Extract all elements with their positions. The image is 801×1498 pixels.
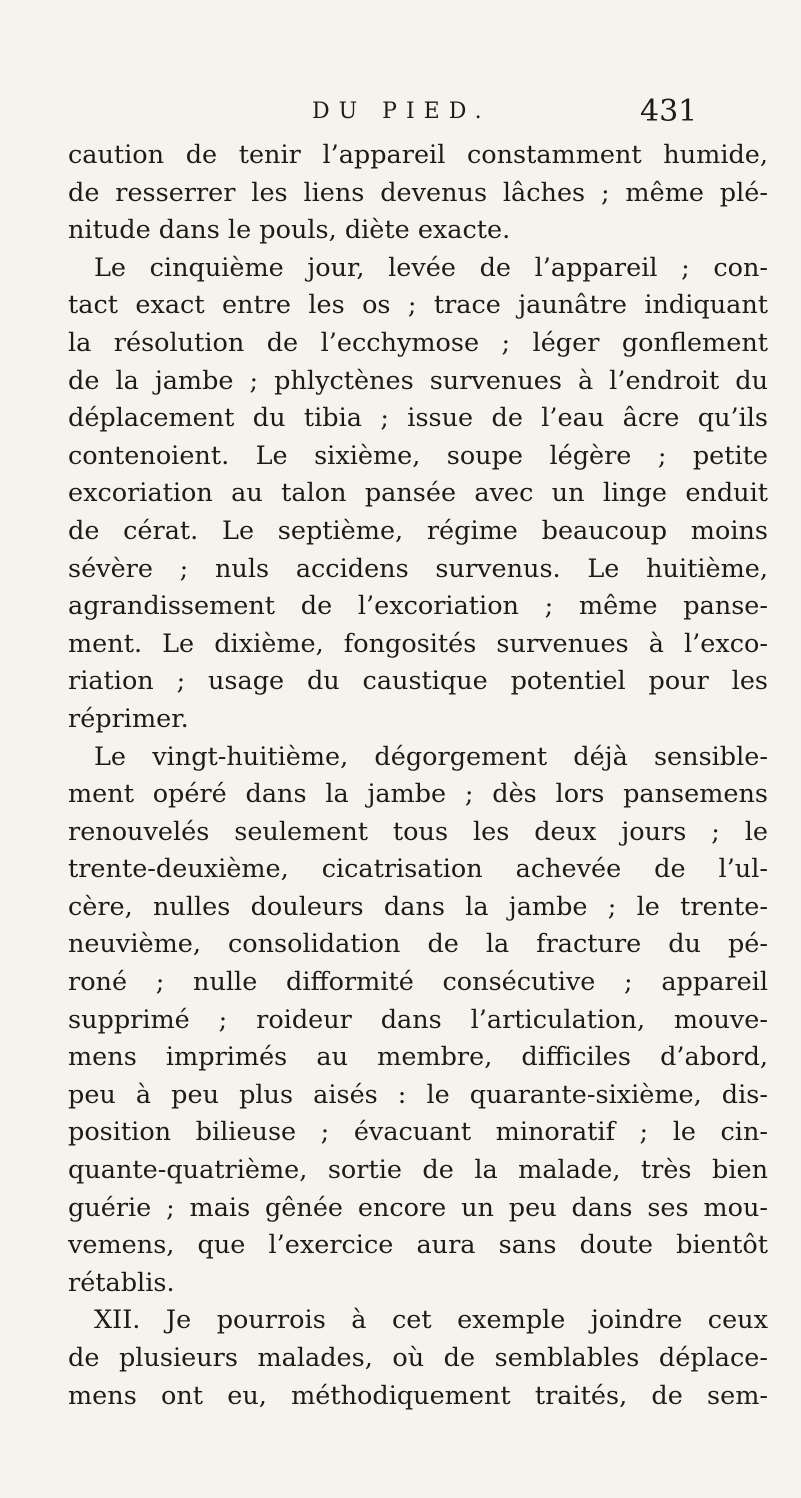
text-line: caution de tenir l’appareil constamment humide, [68,140,768,170]
running-head [0,92,801,132]
text-line: tact exact entre les os ; trace jaunâtre indiquant [68,290,768,321]
text-line: peu à peu plus aisés : le quarante-sixième, dis- [68,1079,768,1110]
text-line: agrandissement de l’excoriation ; même panse- [68,591,768,622]
page-number: 431 [640,94,698,129]
text-line: la résolution de l’ecchymose ; léger gonflement [68,327,768,358]
text-line: mens imprimés au membre, difficiles d’abord, [68,1042,768,1073]
text-line: contenoient. Le sixième, soupe légère ; petite [68,440,768,471]
text-line: neuvième, consolidation de la fracture du pé- [68,929,768,960]
text-line: réprimer. [68,703,189,734]
text-line: guérie ; mais gênée encore un peu dans ses mou- [68,1192,768,1223]
text-line: Le cinquième jour, levée de l’appareil ; con- [94,252,768,283]
text-line: position bilieuse ; évacuant minoratif ; le cin- [68,1117,768,1148]
running-title: DU PIED. [312,99,491,124]
body-text [68,137,768,1415]
text-line: Le vingt-huitième, dégorgement déjà sensible- [94,741,768,772]
text-line: riation ; usage du caustique potentiel pour les [68,666,768,697]
text-line: vemens, que l’exercice aura sans doute bientôt [68,1230,768,1261]
text-line: rétablis. [68,1267,175,1298]
text-line: supprimé ; roideur dans l’articulation, mouve- [68,1004,768,1035]
text-line: déplacement du tibia ; issue de l’eau âcre qu’ils [68,403,768,434]
text-line: trente-deuxième, cicatrisation achevée de l’ul- [68,854,768,885]
text-line: quante-quatrième, sortie de la malade, très bien [68,1155,768,1186]
text-line: de resserrer les liens devenus lâches ; même plé- [68,177,768,208]
text-line: excoriation au talon pansée avec un linge enduit [68,478,768,509]
text-line: de plusieurs malades, où de semblables déplace- [68,1343,768,1373]
text-line: de la jambe ; phlyctènes survenues à l’endroit du [68,365,768,396]
text-line: roné ; nulle difformité consécutive ; appareil [68,967,768,998]
text-line: renouvelés seulement tous les deux jours ; le [68,816,768,847]
text-line: XII. Je pourrois à cet exemple joindre ceux [94,1305,768,1336]
text-line: sévère ; nuls accidens survenus. Le huitième, [68,553,768,584]
text-line: nitude dans le pouls, diète exacte. [68,215,511,246]
text-line: ment. Le dixième, fongosités survenues à l’exco- [68,628,768,659]
text-line: cère, nulles douleurs dans la jambe ; le trente- [68,891,768,922]
text-line: ment opéré dans la jambe ; dès lors pansemens [68,779,768,810]
text-line: mens ont eu, méthodiquement traités, de sem- [68,1380,768,1411]
text-line: de cérat. Le septième, régime beaucoup moins [68,515,768,546]
